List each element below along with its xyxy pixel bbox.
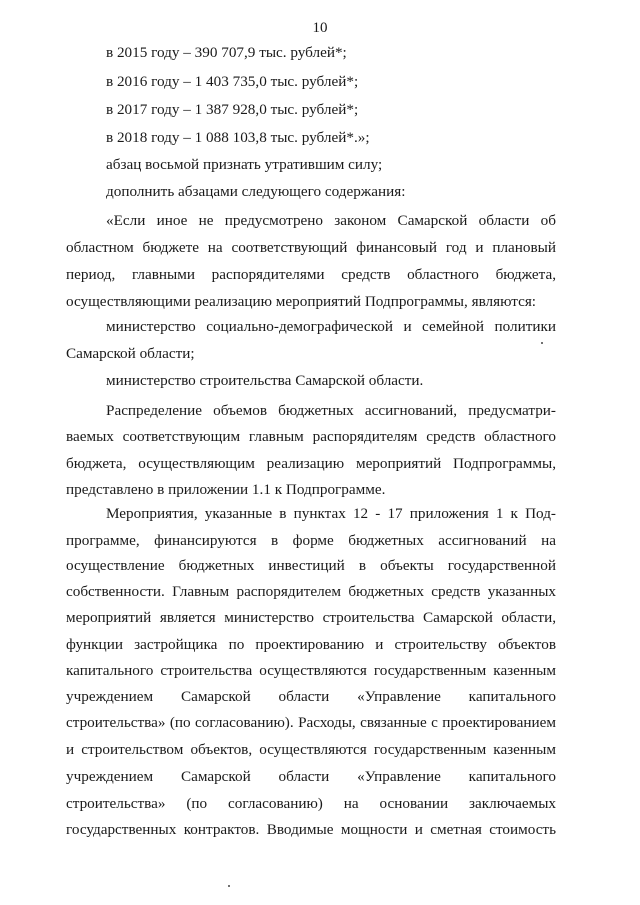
text-line: мероприятий является министерство строительства Самарской области,: [66, 609, 556, 626]
text-line: программе, финансируются в форме бюджетных ассигнований на: [66, 532, 556, 549]
scan-speck: [228, 885, 230, 887]
text-line: министерство социально-демографической и семейной политики: [106, 318, 556, 335]
text-line: собственности. Главным распорядителем бюджетных средств указанных: [66, 583, 556, 600]
scan-speck: [541, 342, 543, 344]
text-line: бюджета, осуществляющим реализацию мероприятий Подпрограммы,: [66, 455, 556, 472]
text-line: областном бюджете на соответствующий финансовый год и плановый: [66, 239, 556, 256]
text-line: осуществляющими реализацию мероприятий Подпрограммы, являются:: [66, 293, 537, 310]
text-line: Распределение объемов бюджетных ассигнований, предусматри-: [106, 402, 556, 419]
text-line: осуществление бюджетных инвестиций в объекты государственной: [66, 557, 556, 574]
text-line: строительства» (по согласованию). Расходы, связанные с проектированием: [66, 714, 556, 731]
text-line: учреждением Самарской области «Управление капитального: [66, 688, 556, 705]
text-line: представлено в приложении 1.1 к Подпрограмме.: [66, 481, 386, 498]
text-line: абзац восьмой признать утратившим силу;: [106, 156, 383, 173]
text-line: капитального строительства осуществляются государственным казенным: [66, 662, 556, 679]
text-line: период, главными распорядителями средств областного бюджета,: [66, 266, 556, 283]
text-line: учреждением Самарской области «Управление капитального: [66, 768, 556, 785]
text-line: дополнить абзацами следующего содержания:: [106, 183, 406, 200]
text-line: и строительством объектов, осуществляются государственным казенным: [66, 741, 556, 758]
text-line: строительства» (по согласованию) на основании заключаемых: [66, 795, 556, 812]
text-line: «Если иное не предусмотрено законом Самарской области об: [106, 212, 556, 229]
text-line: государственных контрактов. Вводимые мощности и сметная стоимость: [66, 821, 556, 838]
text-line: Самарской области;: [66, 345, 195, 362]
text-line: в 2015 году – 390 707,9 тыс. рублей*;: [106, 44, 347, 61]
text-line: Мероприятия, указанные в пунктах 12 - 17 приложения 1 к Под-: [106, 505, 556, 522]
page-number: 10: [312, 20, 328, 36]
text-line: в 2016 году – 1 403 735,0 тыс. рублей*;: [106, 73, 359, 90]
text-line: в 2017 году – 1 387 928,0 тыс. рублей*;: [106, 101, 359, 118]
text-line: ваемых соответствующим главным распорядителям средств областного: [66, 428, 556, 445]
text-line: министерство строительства Самарской области.: [106, 372, 424, 389]
text-line: в 2018 году – 1 088 103,8 тыс. рублей*.»;: [106, 129, 370, 146]
text-line: функции застройщика по проектированию и строительству объектов: [66, 636, 556, 653]
